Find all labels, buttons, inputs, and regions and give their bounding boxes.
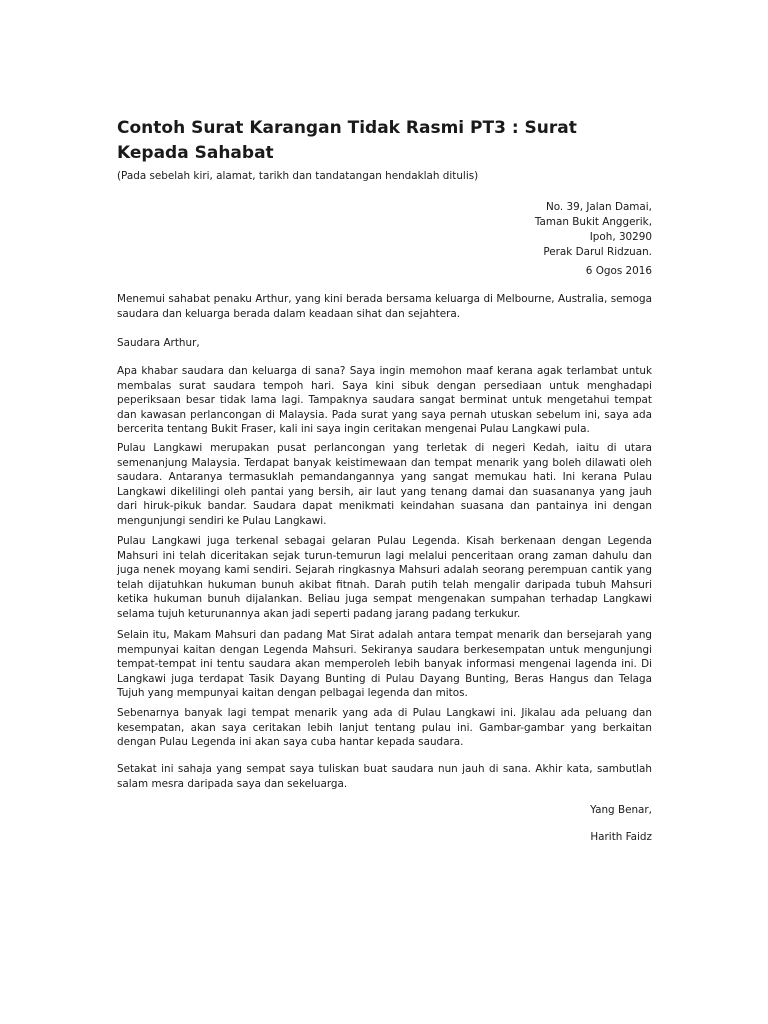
body-paragraph: Apa khabar saudara dan keluarga di sana? Saya ingin memohon maaf kerana agak terlambat untuk membalas surat saudara tempoh hari. Saya kini sibuk dengan persediaan untuk menghadapi peperiksaan besar tidak lama lagi. Tampaknya saudara sangat berminat untuk mengetahui tempat dan kawasan perlancongan di Malaysia. Pada surat yang saya pernah utuskan sebelum ini, saya ada bercerita tentang Bukit Fraser, kali ini saya ingin ceritakan mengenai Pulau Langkawi pula. [117, 365, 652, 436]
address-line: Taman Bukit Anggerik, [534, 216, 652, 228]
body-paragraph: Sebenarnya banyak lagi tempat menarik yang ada di Pulau Langkawi ini. Jikalau ada peluang dan kesempatan, akan saya ceritakan lebih lanjut tentang pulau ini. Gambar-gambar yang berkaitan dengan Pulau Legenda ini akan saya cuba hantar kepada saudara. [117, 707, 652, 749]
address-line: Ipoh, 30290 [589, 231, 652, 243]
address-line: Perak Darul Ridzuan. [543, 246, 652, 258]
closing: Yang Benar, [590, 804, 652, 816]
address-line: No. 39, Jalan Damai, [545, 201, 652, 213]
sender-address [535, 200, 652, 260]
opening-paragraph: Menemui sahabat penaku Arthur, yang kini berada bersama keluarga di Melbourne, Australia, semoga saudara dan keluarga berada dalam keadaan sihat dan sejahtera. [117, 293, 652, 320]
body-paragraph: Selain itu, Makam Mahsuri dan padang Mat Sirat adalah antara tempat menarik dan bersejarah yang mempunyai kaitan dengan Legenda Mahsuri. Sekiranya saudara berkesempatan untuk mengunjungi tempat-tempat ini tentu saudara akan memperoleh lebih banyak informasi mengenai lagenda ini. Di Langkawi juga terdapat Tasik Dayang Bunting di Pulau Dayang Bunting, Beras Hangus dan Telaga Tujuh yang mempunyai kaitan dengan pelbagai legenda dan mitos. [117, 629, 652, 700]
signature: Harith Faidz [590, 831, 652, 843]
instruction-note: (Pada sebelah kiri, alamat, tarikh dan tandatangan hendaklah ditulis) [117, 170, 479, 182]
body-paragraph: Setakat ini sahaja yang sempat saya tuliskan buat saudara nun jauh di sana. Akhir kata, sambutlah salam mesra daripada saya dan sekeluarga. [117, 763, 652, 790]
body-paragraph: Pulau Langkawi juga terkenal sebagai gelaran Pulau Legenda. Kisah berkenaan dengan Legenda Mahsuri ini telah diceritakan sejak turun-temurun lagi melalui penceritaan orang zaman dahulu dan juga nenek moyang kami sendiri. Sejarah ringkasnya Mahsuri adalah seorang perempuan cantik yang telah dijatuhkan hukuman bunuh akibat fitnah. Darah putih telah mengalir daripada tubuh Mahsuri ketika hukuman bunuh dijalankan. Beliau juga sempat mengenakan sumpahan terhadap Langkawi selama tujuh keturunannya akan jadi seperti padang jarang padang terkukur. [117, 535, 652, 620]
body-paragraph: Pulau Langkawi merupakan pusat perlancongan yang terletak di negeri Kedah, iaitu di utara semenanjung Malaysia. Terdapat banyak keistimewaan dan tempat menarik yang boleh dilawati oleh saudara. Antaranya termasuklah pemandangannya yang sangat memukau hati. Ini kerana Pulau Langkawi dikelilingi oleh pantai yang bersih, air laut yang tenang damai dan suasananya yang jauh dari hiruk-pikuk bandar. Saudara dapat menikmati keindahan suasana dan pantainya ini dengan mengunjungi sendiri ke Pulau Langkawi. [117, 442, 652, 527]
document-title: Contoh Surat Karangan Tidak Rasmi PT3 : Surat Kepada Sahabat [117, 118, 577, 163]
salutation: Saudara Arthur, [117, 337, 200, 349]
letter-date: 6 Ogos 2016 [585, 265, 652, 277]
